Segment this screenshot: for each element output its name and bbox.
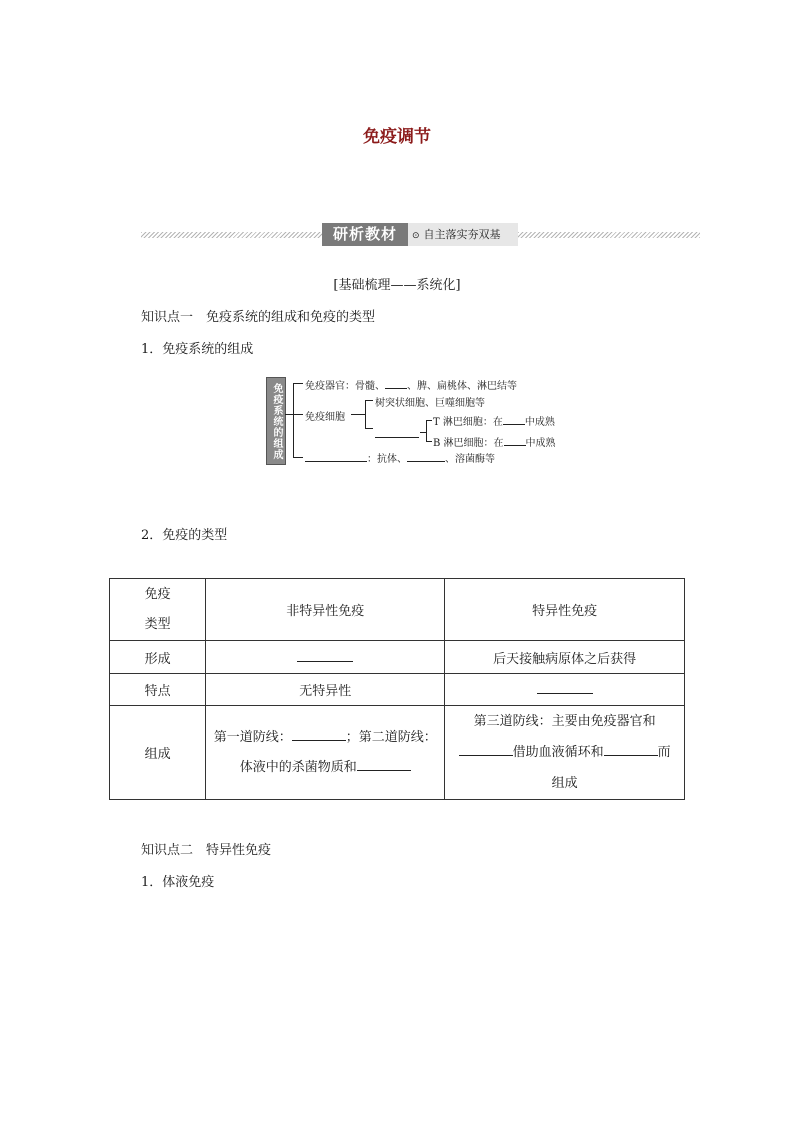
table-row (110, 674, 685, 706)
row-formation-label: 形成 (110, 641, 206, 674)
connector (285, 414, 293, 415)
connector (351, 414, 365, 415)
organs-suffix: 、脾、扁桃体、淋巴结等 (407, 381, 517, 392)
b-cell-prefix: B 淋巴细胞：在 (433, 438, 504, 449)
blank-line (537, 681, 593, 694)
connector (293, 414, 303, 415)
table-row (110, 706, 685, 800)
sp-part-2: 借助血液循环和 (512, 745, 604, 760)
blank-line (504, 434, 526, 446)
row-feature-specific (445, 674, 685, 706)
ns-part-1: 第一道防线： (213, 729, 292, 745)
header-type-line-2: 类型 (144, 616, 171, 632)
section-heading: [基础梳理——系统化] (333, 278, 461, 293)
header-specific: 特异性免疫 (445, 579, 685, 641)
diagram-cells: 免疫细胞 (305, 412, 345, 423)
blank-line (459, 743, 513, 756)
kp1-item-1: 1．免疫系统的组成 (141, 342, 254, 357)
sp-part-3: 而 (657, 745, 671, 760)
t-cell-prefix: T 淋巴细胞：在 (433, 417, 503, 428)
row-formation-specific: 后天接触病原体之后获得 (445, 641, 685, 674)
header-nonspecific: 非特异性免疫 (206, 579, 445, 641)
diagram-root-label: 免疫系统的组成 (271, 382, 282, 460)
blank-line (292, 728, 346, 741)
connector (426, 420, 432, 421)
banner-right-rule (518, 232, 700, 238)
lymphocyte-blank (375, 426, 419, 438)
circle-dot-icon: ⊙ (412, 231, 420, 241)
substances-suffix: 、溶菌酶等 (445, 454, 495, 465)
table-row (110, 641, 685, 674)
row-feature-nonspecific: 无特异性 (206, 674, 445, 706)
blank-line (297, 649, 353, 662)
kp1-item-2: 2．免疫的类型 (141, 528, 228, 543)
row-formation-nonspecific (206, 641, 445, 674)
connector (293, 383, 294, 457)
row-feature-label: 特点 (110, 674, 206, 706)
organs-prefix: 免疫器官：骨髓、 (305, 381, 385, 392)
blank-line (385, 377, 407, 389)
knowledge-point-2-title: 知识点二 特异性免疫 (141, 843, 272, 858)
blank-line (357, 758, 411, 771)
connector (365, 428, 373, 429)
kp2-item-1: 1．体液免疫 (141, 875, 215, 890)
banner-label: 研析教材 (322, 223, 408, 246)
row-composition-nonspecific (206, 706, 445, 800)
banner-subtitle-box (408, 223, 518, 246)
ns-part-2: ；第二道防线： (345, 729, 437, 745)
ns-part-3: 体液中的杀菌物质和 (239, 759, 357, 775)
connector (293, 383, 303, 384)
substances-mid: ：抗体、 (367, 454, 407, 465)
b-cell-suffix: 中成熟 (525, 438, 556, 449)
diagram-substances (305, 450, 495, 465)
connector (365, 400, 366, 428)
knowledge-point-1-title: 知识点一 免疫系统的组成和免疫的类型 (141, 310, 376, 325)
connector (365, 400, 373, 401)
banner-left-rule (141, 232, 322, 238)
row-composition-specific (445, 706, 685, 800)
diagram-t-cell (433, 413, 555, 428)
table-row (110, 579, 685, 641)
row-composition-label: 组成 (110, 706, 206, 800)
diagram-root-box (266, 377, 286, 465)
diagram-b-cell (433, 434, 556, 449)
t-cell-suffix: 中成熟 (524, 417, 555, 428)
immunity-types-table (109, 578, 685, 800)
diagram-organs (305, 377, 517, 392)
connector (293, 457, 303, 458)
diagram-dendritic: 树突状细胞、巨噬细胞等 (375, 398, 485, 409)
banner-subtitle: 自主落实夯双基 (423, 228, 501, 241)
connector (426, 420, 427, 442)
sp-part-1: 第三道防线：主要由免疫器官和 (473, 714, 656, 729)
page-title: 免疫调节 (363, 127, 431, 147)
blank-line (407, 450, 445, 462)
sp-part-4: 组成 (551, 776, 578, 791)
blank-line (604, 743, 658, 756)
header-type-line-1: 免疫 (144, 586, 171, 602)
header-immunity-type (110, 579, 206, 641)
connector (426, 441, 432, 442)
blank-line (305, 450, 367, 462)
blank-line (503, 413, 525, 425)
